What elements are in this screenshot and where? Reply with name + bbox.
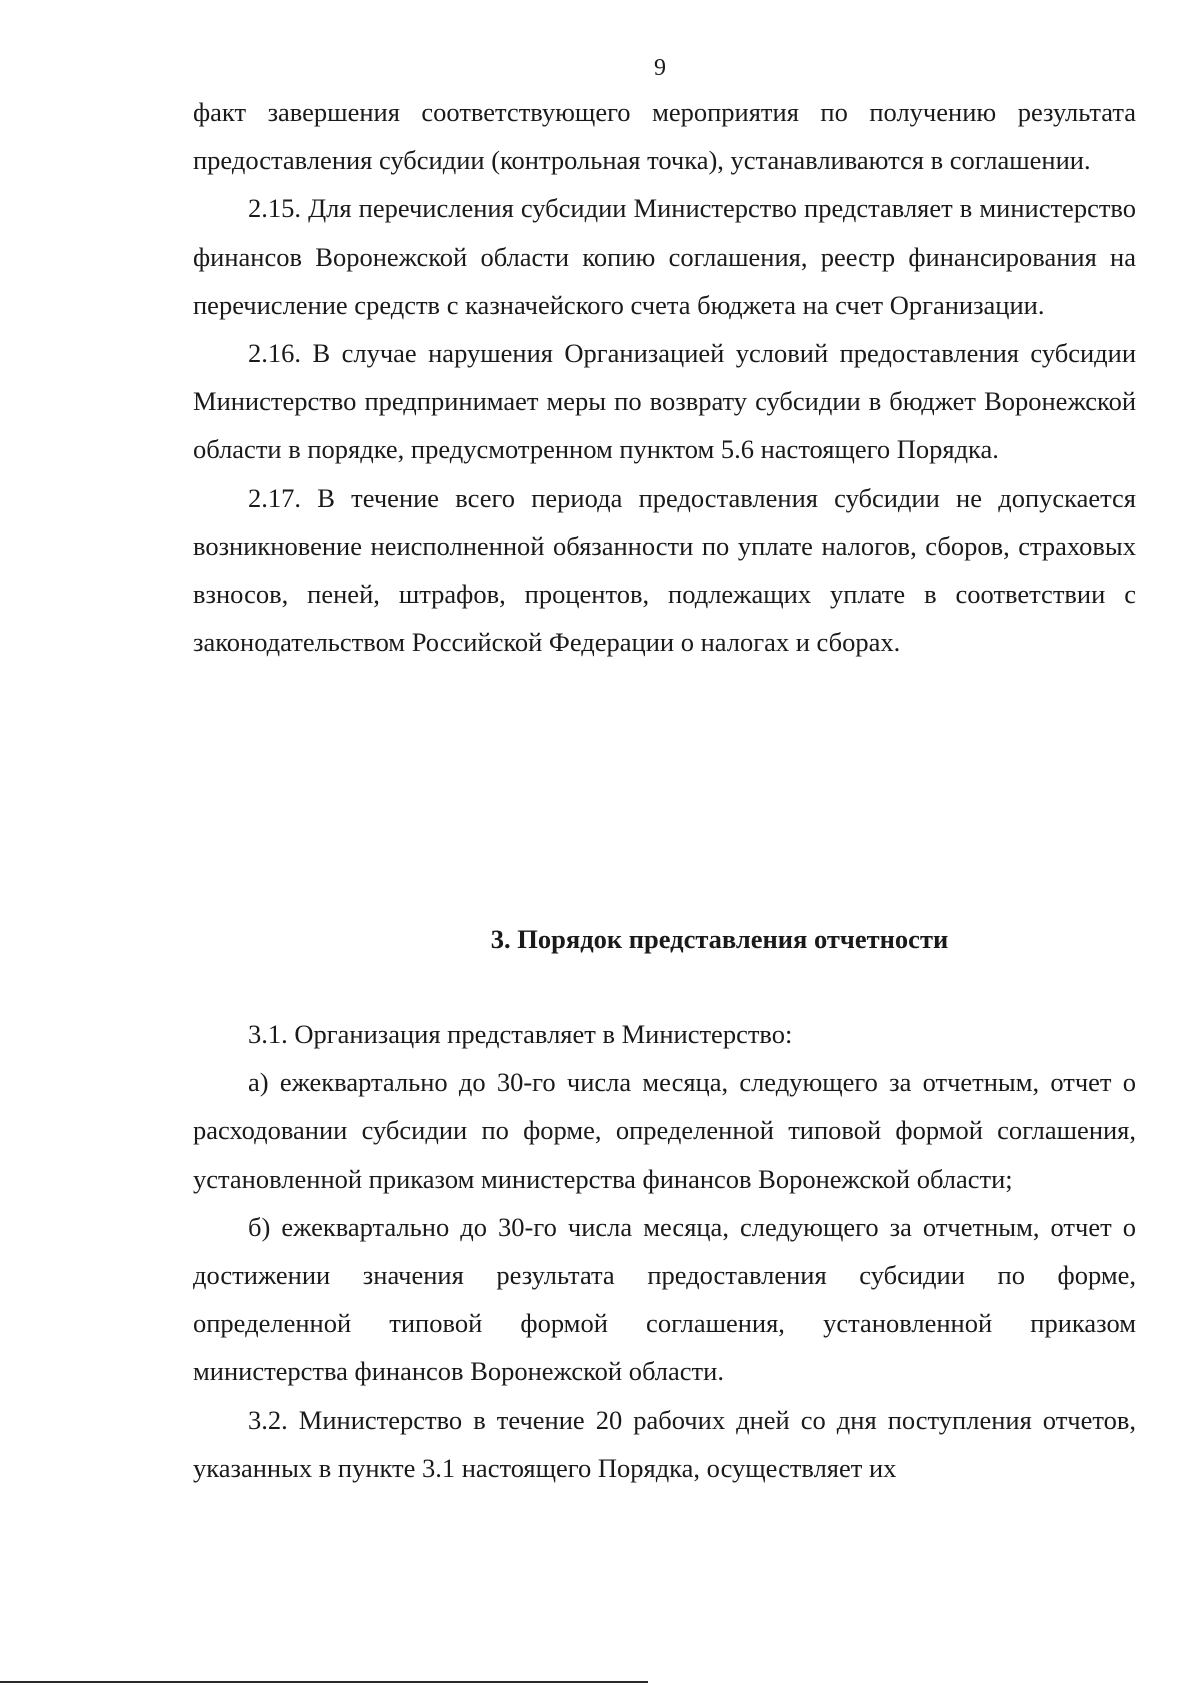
paragraph-2-17: 2.17. В течение всего периода предоставления субсидии не допускается возникновение неисполненной обязанности по уплате налогов, сборов, страховых взносов, пеней, штрафов, процентов, подлежащих уплате в соответствии с законодательством Российской Федерации о налогах и сборах. [193,482,1136,658]
footer-divider [0,1681,648,1683]
paragraph-continuation: факт завершения соответствующего мероприятия по получению результата предоставления субсидии (контрольная точка), устанавливаются в соглашении. [193,97,1136,176]
section-heading: 3. Порядок представления отчетности [490,924,949,954]
paragraph-2-15: 2.15. Для перечисления субсидии Министерство представляет в министерство финансов Воронежской области копию соглашения, реестр финансирования на перечисление средств с казначейского счета бюджета на счет Организации. [193,193,1136,320]
paragraph-3-1: 3.1. Организация представляет в Министерство: [248,1019,793,1049]
body-text-bottom [193,1010,1136,1492]
page-number: 9 [654,55,666,81]
paragraph-3-1-a: а) ежеквартально до 30-го числа месяца, следующего за отчетным, отчет о расходовании субсидии по форме, определенной типовой формой соглашения, установленной приказом министерства финансов Воронежской области; [193,1067,1136,1194]
paragraph-2-16: 2.16. В случае нарушения Организацией условий предоставления субсидии Министерство предпринимает меры по возврату субсидии в бюджет Воронежской области в порядке, предусмотренном пунктом 5.6 настоящего Порядка. [193,338,1136,465]
body-text-top [193,88,1136,666]
paragraph-3-1-b: б) ежеквартально до 30-го числа месяца, следующего за отчетным, отчет о достижении значения результата предоставления субсидии по форме, определенной типовой формой соглашения, установленной приказом министерства финансов Воронежской области. [193,1211,1136,1387]
paragraph-3-2: 3.2. Министерство в течение 20 рабочих дней со дня поступления отчетов, указанных в пункте 3.1 настоящего Порядка, осуществляет их [193,1404,1136,1483]
